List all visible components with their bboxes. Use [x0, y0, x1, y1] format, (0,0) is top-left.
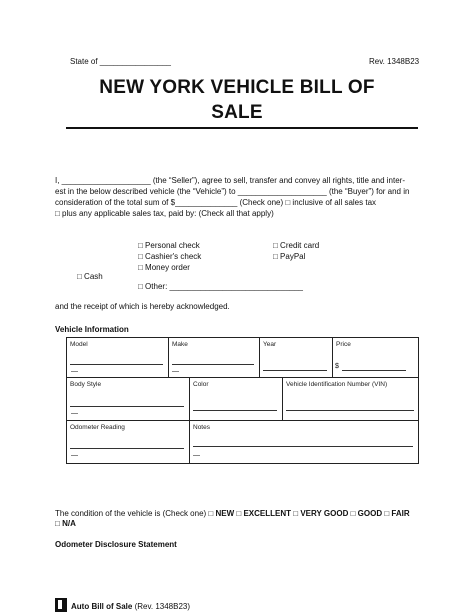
color-input-line[interactable]: [193, 410, 277, 411]
agreement-line-1: I, ____________________ (the “Seller”), agree to sell, transfer and convey all rights, title and inter-: [55, 176, 405, 185]
agreement-line-4: □ plus any applicable sales tax, paid by: (Check all that apply): [55, 209, 274, 218]
agreement-line-3: consideration of the total sum of $______________ (Check one) □ inclusive of all sales tax: [55, 198, 377, 207]
label-vin: Vehicle Identification Number (VIN): [286, 381, 388, 388]
model-dash: —: [71, 368, 78, 375]
condition-excellent[interactable]: EXCELLENT: [243, 509, 292, 518]
table-col-divider: [189, 377, 190, 420]
vin-input-line[interactable]: [286, 410, 414, 411]
condition-new[interactable]: NEW: [215, 509, 235, 518]
footer-brand: [71, 602, 190, 612]
odometer-disclosure-heading: Odometer Disclosure Statement: [55, 540, 177, 549]
footer-revision: (Rev. 1348B23): [134, 602, 191, 611]
vehicle-info-table: [66, 337, 419, 464]
agreement-line-2: est in the below described vehicle (the “Vehicle”) to ____________________ (the “Buyer”) for and in: [55, 187, 410, 196]
price-input-line[interactable]: [342, 370, 406, 371]
condition-prefix: The condition of the vehicle is (Check one) □: [55, 509, 216, 518]
body-style-dash: —: [71, 410, 78, 417]
condition-line-2: [55, 518, 76, 529]
label-body-style: Body Style: [70, 381, 102, 388]
label-price: Price: [336, 341, 351, 348]
agreement-paragraph: [55, 175, 420, 219]
label-make: Make: [172, 341, 188, 348]
option-cashiers-check[interactable]: □ Cashier's check: [138, 252, 202, 261]
checkbox-icon[interactable]: □: [350, 509, 356, 518]
option-personal-check[interactable]: □ Personal check: [138, 241, 200, 250]
document-title-line2: SALE: [211, 102, 263, 123]
brand-logo-icon: [55, 598, 67, 612]
revision-number: Rev. 1348B23: [369, 57, 420, 66]
option-cash[interactable]: □ Cash: [77, 272, 103, 281]
label-odometer: Odometer Reading: [70, 424, 125, 431]
option-paypal[interactable]: □ PayPal: [273, 252, 306, 261]
table-col-divider: [168, 338, 169, 377]
table-col-divider: [189, 420, 190, 464]
footer-brand-name: Auto Bill of Sale: [71, 602, 133, 611]
option-other[interactable]: □ Other: ______________________________: [138, 282, 303, 291]
table-col-divider: [332, 338, 333, 377]
make-dash: —: [172, 368, 179, 375]
option-credit-card[interactable]: □ Credit card: [273, 241, 320, 250]
title-divider: [66, 127, 418, 129]
price-currency-symbol: $: [335, 363, 339, 370]
make-input-line[interactable]: [172, 364, 254, 365]
table-col-divider: [282, 377, 283, 420]
body-style-input-line[interactable]: [70, 406, 184, 407]
label-color: Color: [193, 381, 209, 388]
checkbox-icon[interactable]: □: [384, 509, 390, 518]
table-row-divider: [67, 377, 418, 378]
state-field: State of ________________: [70, 57, 171, 66]
condition-good[interactable]: GOOD: [357, 509, 383, 518]
checkbox-icon[interactable]: □: [293, 509, 299, 518]
label-year: Year: [263, 341, 277, 348]
condition-line-1: [55, 508, 410, 519]
model-input-line[interactable]: [70, 364, 163, 365]
checkbox-icon[interactable]: □: [236, 509, 242, 518]
label-notes: Notes: [193, 424, 210, 431]
receipt-statement: and the receipt of which is hereby acknowledged.: [55, 302, 230, 311]
condition-na[interactable]: N/A: [62, 519, 76, 528]
notes-input-line[interactable]: [193, 446, 413, 447]
year-input-line[interactable]: [263, 370, 327, 371]
table-row-divider: [67, 420, 418, 421]
condition-fair[interactable]: FAIR: [391, 509, 410, 518]
notes-dash: —: [193, 452, 200, 459]
odometer-dash: —: [71, 452, 78, 459]
table-col-divider: [259, 338, 260, 377]
checkbox-icon[interactable]: □: [55, 519, 60, 528]
vehicle-info-heading: Vehicle Information: [55, 325, 129, 334]
document-title-line1: NEW YORK VEHICLE BILL OF: [99, 77, 375, 98]
option-money-order[interactable]: □ Money order: [138, 263, 190, 272]
odometer-input-line[interactable]: [70, 448, 184, 449]
condition-very-good[interactable]: VERY GOOD: [300, 509, 349, 518]
label-model: Model: [70, 341, 88, 348]
